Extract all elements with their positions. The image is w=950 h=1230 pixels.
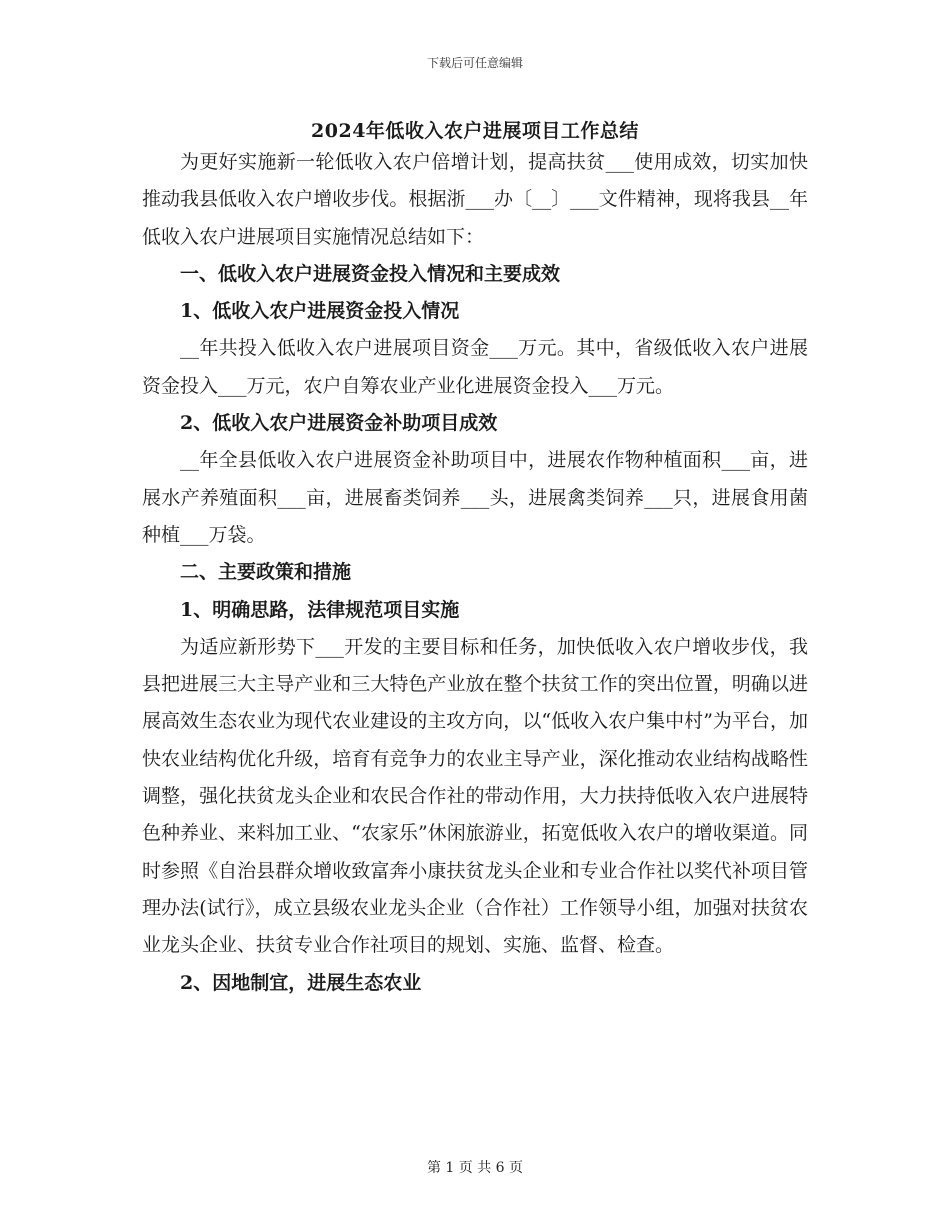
section-2-1-paragraph: 为适应新形势下___开发的主要目标和任务，加快低收入农户增收步伐，我县把进展三大主导产业和三大特色产业放在整个扶贫工作的突出位置，明确以进展高效生态农业为现代农业建设的主攻方向，以“低收入农户集中村”为平台，加快农业结构优化升级，培育有竞争力的农业主导产业，深化推动农业结构战略性调整，强化扶贫龙头企业和农民合作社的带动作用，大力扶持低收入农户进展特色种养业、来料加工业、“农家乐”休闲旅游业，拓宽低收入农户的增收渠道。同时参照《自治县群众增收致富奔小康扶贫龙头企业和专业合作社以奖代补项目管理办法(试行》，成立县级农业龙头企业（合作社）工作领导小组，加强对扶贫农业龙头企业、扶贫专业合作社项目的规划、实施、监督、检查。 (142, 635, 808, 957)
section-1-heading: 一、低收入农户进展资金投入情况和主要成效 (180, 262, 561, 285)
document-body (142, 144, 808, 1002)
intro-paragraph: 为更好实施新一轮低收入农户倍增计划，提高扶贫___使用成效，切实加快推动我县低收入农户增收步伐。根据浙___办〔__〕___文件精神，现将我县__年低收入农户进展项目实施情况总结如下： (142, 151, 808, 248)
section-1-1-heading: 1、低收入农户进展资金投入情况 (180, 300, 460, 323)
section-1-1-paragraph: __年共投入低收入农户进展项目资金___万元。其中，省级低收入农户进展资金投入___万元，农户自筹农业产业化进展资金投入___万元。 (142, 337, 808, 397)
section-2-1-heading: 1、明确思路，法律规范项目实施 (180, 598, 460, 621)
document-title: 2024年低收入农户进展项目工作总结 (311, 120, 639, 142)
section-1-2-heading: 2、低收入农户进展资金补助项目成效 (180, 412, 498, 435)
section-1-2-paragraph: __年全县低收入农户进展资金补助项目中，进展农作物种植面积___亩，进展水产养殖面积___亩，进展畜类饲养___头，进展禽类饲养___只，进展食用菌种植___万袋。 (142, 449, 808, 546)
page-header-note: 下载后可任意编辑 (426, 56, 523, 70)
section-2-heading: 二、主要政策和措施 (180, 561, 352, 584)
page-footer-pagination: 第 1 页 共 6 页 (426, 1160, 524, 1176)
section-2-2-heading: 2、因地制宜，进展生态农业 (180, 971, 422, 994)
